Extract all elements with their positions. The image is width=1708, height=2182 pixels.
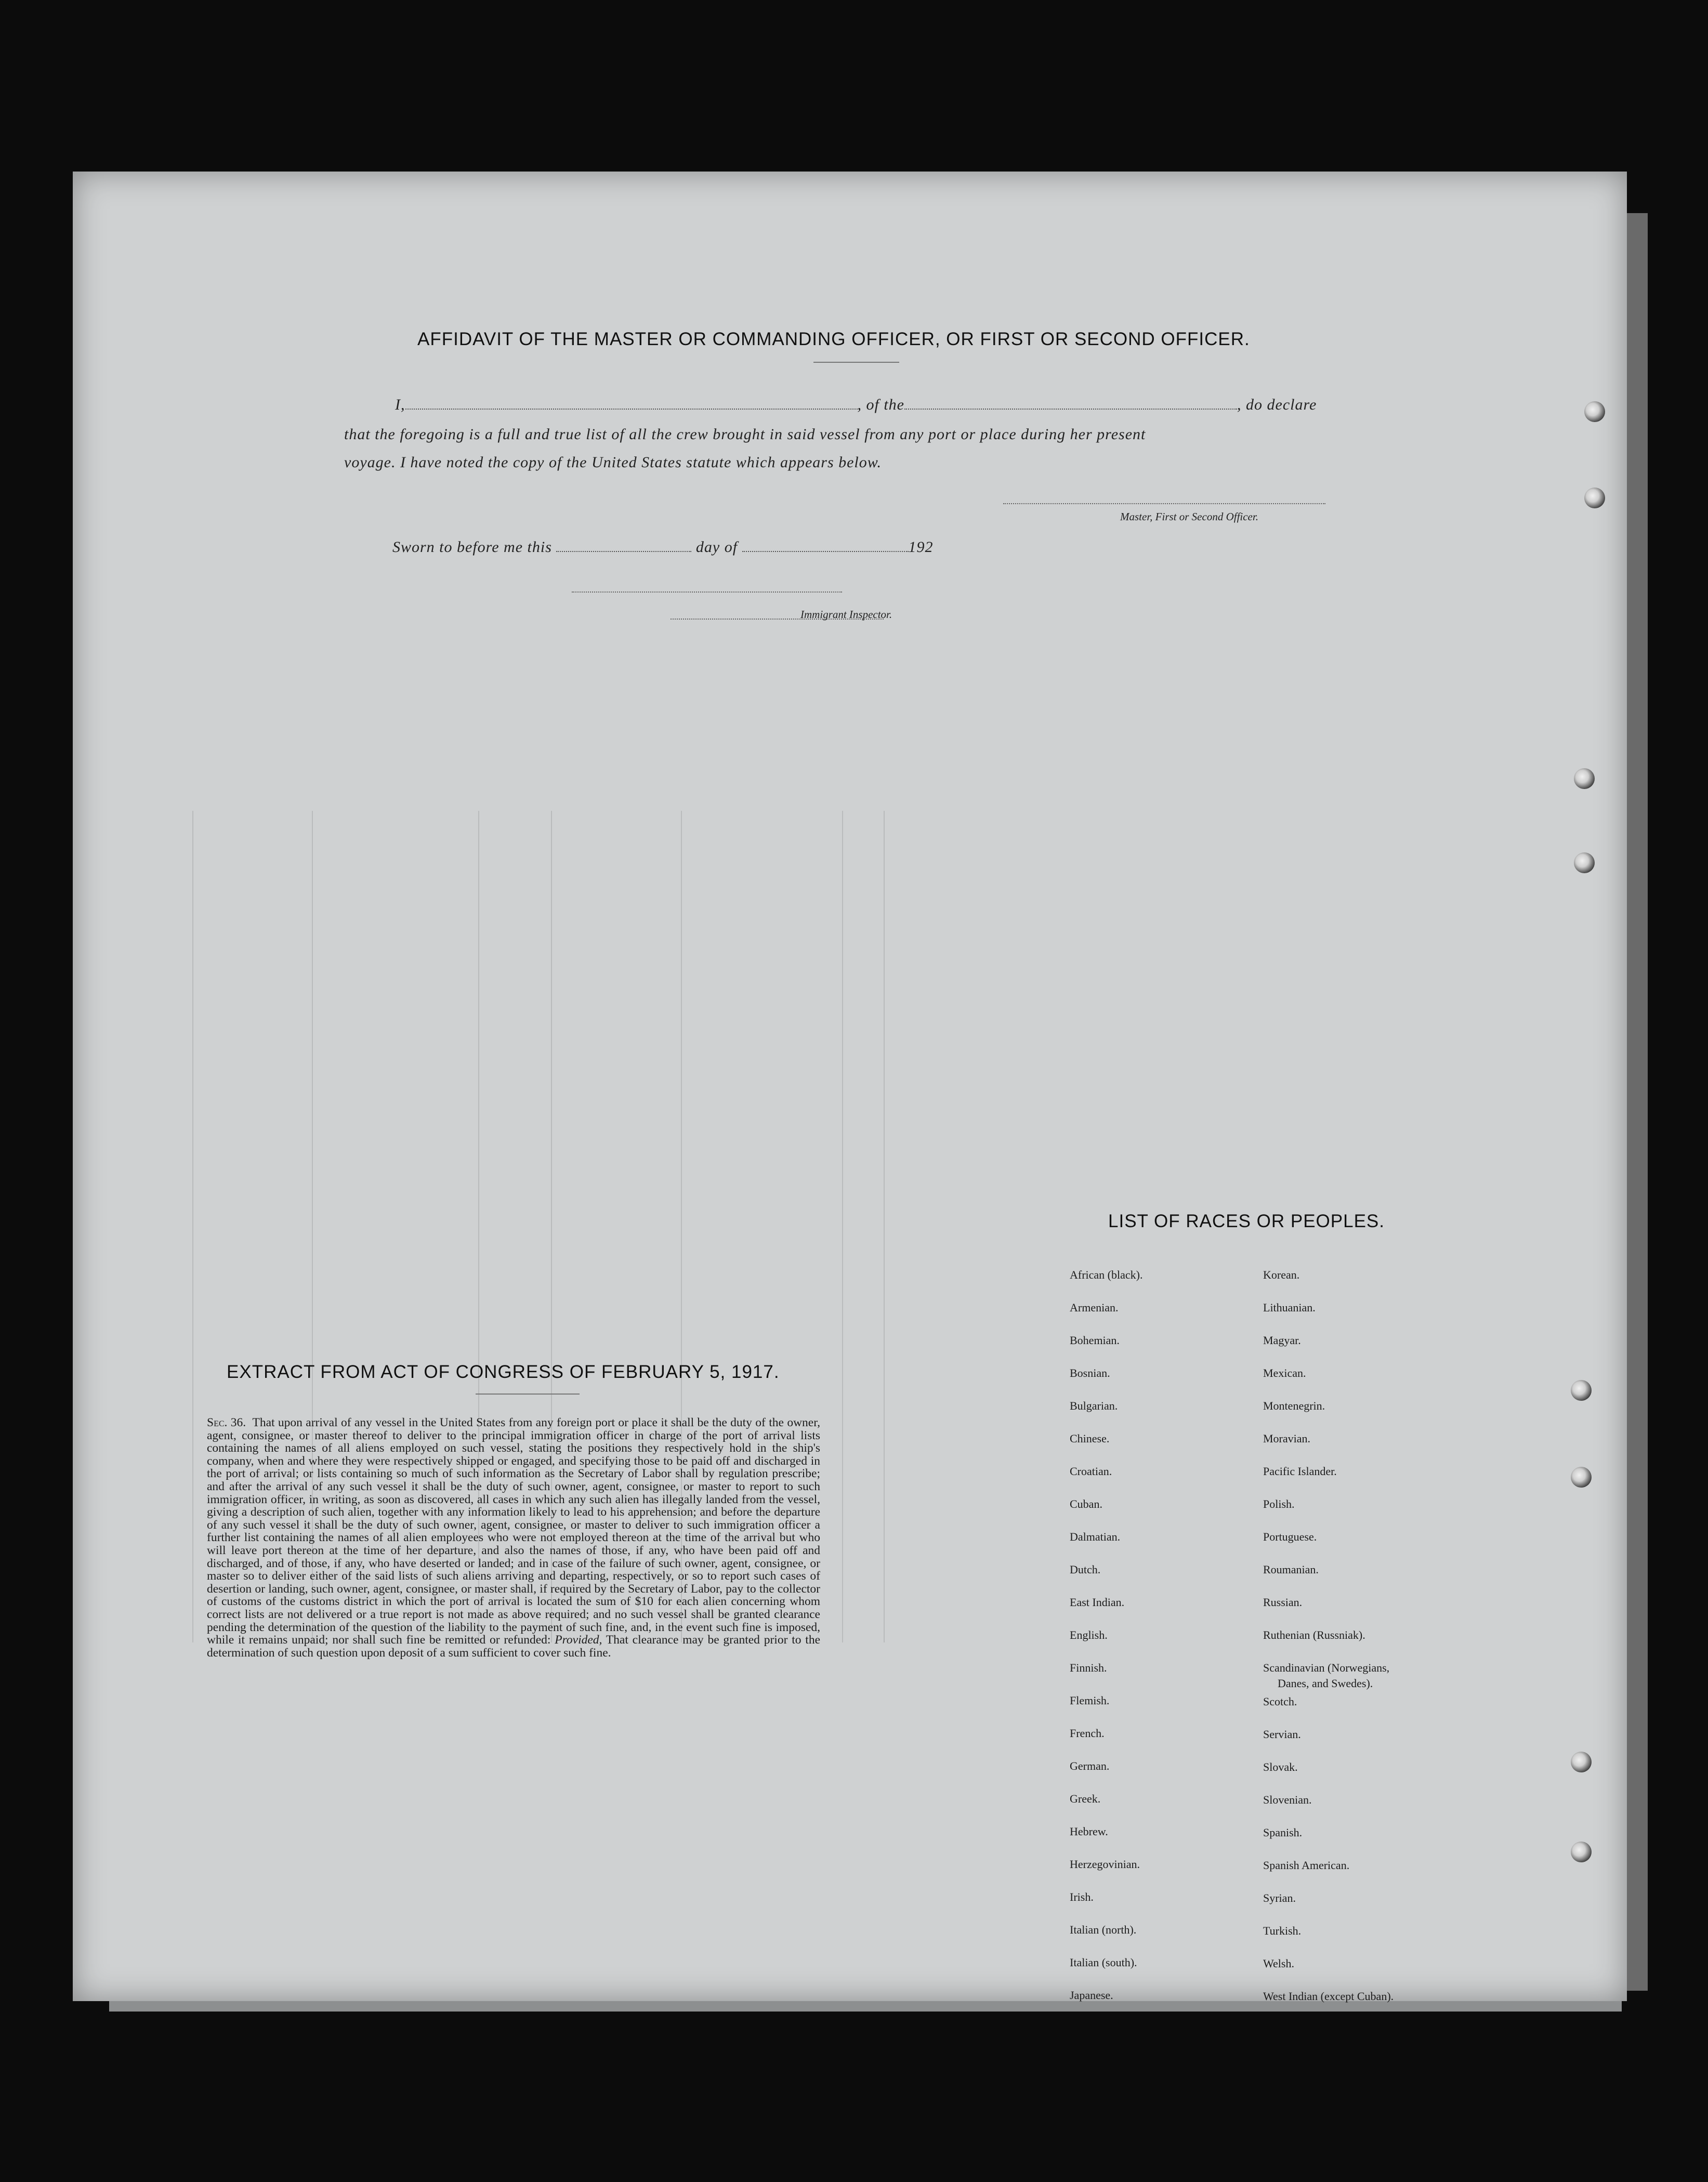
race-item: Magyar. [1263,1334,1301,1347]
vessel-blank[interactable] [904,396,1237,410]
race-item: Montenegrin. [1263,1399,1325,1412]
section-body: That upon arrival of any vessel in the United States from any foreign port or place it shall be the duty of the owner, agent, consignee, or master thereof to deliver to the principal immigration officer in charge of the port of arrival lists containing the names of all aliens employed on such vessel, stating the positions they respectively hold in the ship's company, when and where they were respectively shipped or engaged, and specifying those to be paid off and discharged in the port of arrival; or lists containing so much of such information as the Secretary of Labor shall by regulation prescribe; and after the arrival of any such vessel it shall be the duty of such owner, agent, consignee, or master to report to such immigration officer, in writing, as soon as discovered, all cases in which any such alien has illegally landed from the vessel, giving a description of such alien, together with any information likely to lead to his apprehension; and before the departure of any such vessel it shall be the duty of such owner, agent, consignee, or master to deliver to such immigration officer a further list containing the names of all alien employees who were not employed thereon at the time of the arrival but who will leave port thereon at the time of her departure, and also the names of those, if any, who have been paid off and discharged, and of those, if any, who have deserted or landed; and in case of the failure of such owner, agent, consignee, or master so to deliver either of the said lists of such aliens arriving and departing, respectively, or so to report such cases of desertion or landing, such owner, agent, consignee, or master shall, if required by the Secretary of Labor, pay to the collector of customs of the customs district in which the port of arrival is located the sum of $10 for each alien concerning whom correct lists are not delivered or a true report is not made as above required; and no such vessel shall be granted clearance pending the determination of the question of the liability to the payment of such fine, and, in the event such fine is imposed, while it remains unpaid; nor shall such fine be remitted or refunded: [207,1416,820,1647]
race-item: Hebrew. [1070,1825,1108,1838]
race-item: Danes, and Swedes). [1278,1677,1373,1690]
race-item: Roumanian. [1263,1563,1319,1576]
race-item: Greek. [1070,1792,1101,1805]
race-item: Chinese. [1070,1432,1110,1445]
race-item: Bosnian. [1070,1366,1110,1379]
affidavit-i-label: I, [395,396,405,413]
binder-hole [1584,401,1605,422]
race-item: Lithuanian. [1263,1301,1316,1314]
race-item: Bohemian. [1070,1334,1120,1347]
race-item: Turkish. [1263,1924,1302,1937]
race-item: Servian. [1263,1728,1301,1741]
binder-hole [1571,1467,1592,1488]
proviso-text: That clearance may be granted prior to the determination of such question upon deposit of a sum sufficient to cover such fine. [207,1633,820,1660]
extract-divider [476,1394,580,1395]
race-item: Portuguese. [1263,1530,1317,1543]
race-item: Herzegovinian. [1070,1858,1140,1871]
binder-hole [1571,1842,1592,1862]
race-item: Dalmatian. [1070,1530,1121,1543]
signature-label: Master, First or Second Officer. [1120,510,1258,523]
race-item: English. [1070,1628,1108,1641]
affidavit-line-2: that the foregoing is a full and true list of all the crew brought in said vessel from any port or place during her present [344,426,1146,443]
affidavit-declare-label: , do declare [1237,396,1317,413]
affidavit-line-1 [395,396,1317,414]
race-item: Pacific Islander. [1263,1465,1337,1478]
day-of-label: day of [695,538,738,556]
binder-hole [1584,488,1605,508]
race-item: Bulgarian. [1070,1399,1118,1412]
binder-hole [1571,1380,1592,1401]
statute-text [207,1416,820,1659]
races-left-column [1070,1268,1142,2021]
race-item: Scandinavian (Norwegians, [1263,1661,1390,1674]
race-item: Italian (north). [1070,1923,1137,1936]
race-item: Spanish American. [1263,1859,1350,1872]
name-blank[interactable] [405,396,858,410]
race-item: Italian (south). [1070,1956,1137,1969]
race-item: Irish. [1070,1890,1094,1903]
race-item: Ruthenian (Russniak). [1263,1628,1365,1641]
affidavit-of-the-label: , of the [857,396,904,413]
race-item: Croatian. [1070,1465,1112,1478]
affidavit-heading: AFFIDAVIT OF THE MASTER OR COMMANDING OFFICER, OR FIRST OR SECOND OFFICER. [417,329,1250,349]
proviso-label: Provided, [555,1633,602,1647]
race-item: Slovak. [1263,1760,1298,1773]
races-heading: LIST OF RACES OR PEOPLES. [1108,1211,1385,1231]
section-label: Sec. 36. [207,1416,246,1429]
sworn-label: Sworn to before me this [392,538,552,556]
sworn-line [392,538,934,556]
race-item: Scotch. [1263,1695,1297,1708]
sworn-month-blank[interactable] [742,538,909,552]
binder-hole [1571,1752,1592,1772]
race-item: Polish. [1263,1497,1295,1510]
inspector-label: Immigrant Inspector. [800,608,892,621]
signature-line[interactable] [1003,503,1325,504]
inspector-signature-line-1[interactable] [572,591,842,593]
race-item: Flemish. [1070,1694,1110,1707]
binder-hole [1574,852,1595,873]
race-item: Syrian. [1263,1891,1296,1904]
race-item: Cuban. [1070,1497,1102,1510]
race-item: Armenian. [1070,1301,1119,1314]
races-right-column [1263,1268,1394,2022]
race-item: German. [1070,1759,1110,1772]
race-item: Russian. [1263,1596,1303,1609]
faint-column-rules [73,172,1627,2001]
document-page [73,172,1627,2001]
extract-heading: EXTRACT FROM ACT OF CONGRESS OF FEBRUARY 5, 1917. [227,1362,780,1382]
race-item: Spanish. [1263,1826,1303,1839]
race-item: Mexican. [1263,1366,1306,1379]
race-item: East Indian. [1070,1596,1125,1609]
year-prefix: 192 [908,538,934,556]
race-item: Korean. [1263,1268,1300,1281]
race-item: West Indian (except Cuban). [1263,1990,1394,2003]
race-item: Japanese. [1070,1989,1113,2002]
affidavit-line-3: voyage. I have noted the copy of the United States statute which appears below. [344,454,882,471]
page-bottom-edge [109,2001,1622,2012]
race-item: Slovenian. [1263,1793,1312,1806]
race-item: Moravian. [1263,1432,1311,1445]
page-edge-shadow [1627,213,1648,1991]
race-item: French. [1070,1727,1105,1740]
binder-hole [1574,768,1595,789]
race-item: Finnish. [1070,1661,1107,1674]
race-item: African (black). [1070,1268,1143,1281]
race-item: Dutch. [1070,1563,1101,1576]
race-item: Welsh. [1263,1957,1294,1970]
sworn-day-blank[interactable] [556,538,691,552]
heading-divider [813,362,899,363]
